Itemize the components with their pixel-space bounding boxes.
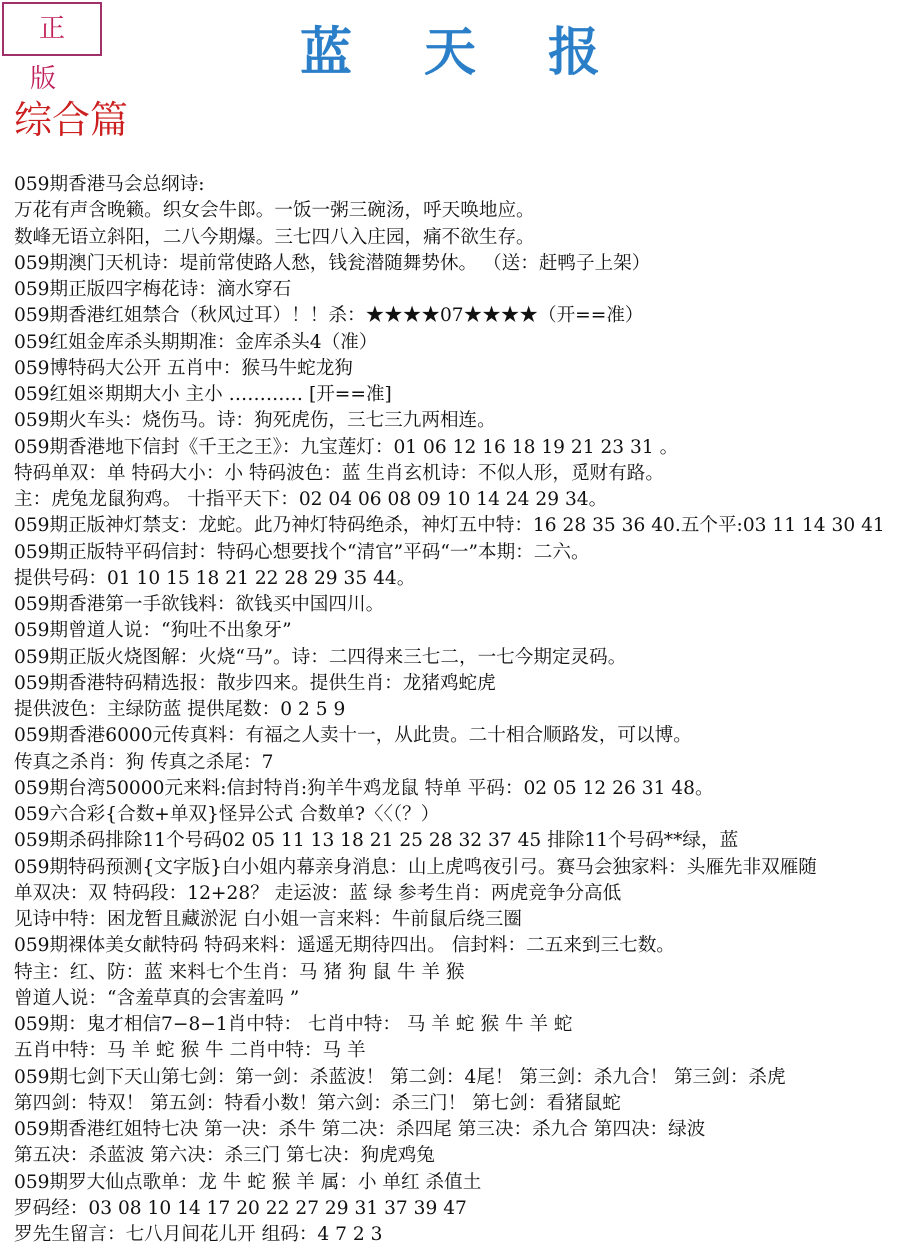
text-line: 单双决：双 特码段：12+28？ 走运波：蓝 绿 参考生肖：两虎竞争分高低	[14, 882, 622, 904]
text-line: 059期香港第一手欲钱料：欲钱买中国四川。	[14, 594, 385, 615]
text-line: 059期曾道人说：“狗吐不出象牙”	[14, 620, 292, 642]
text-line: 059期：鬼才相信7−8−1肖中特： 七肖中特： 马 羊 蛇 猴 牛 羊 蛇	[14, 1014, 573, 1035]
page-title: 蓝天报	[299, 22, 672, 83]
text-line: 主：虎兔龙鼠狗鸡。 十指平天下：02 04 06 08 09 10 14 24 29 34。	[14, 489, 608, 510]
text-line: 059期正版四字梅花诗：滴水穿石	[14, 279, 292, 300]
text-line: 059期正版火烧图解：火烧“马”。诗：二四得来三七二，一七今期定灵码。	[14, 646, 627, 668]
section-heading: 综合篇	[14, 98, 129, 142]
text-line: 059期正版神灯禁支：龙蛇。此乃神灯特码绝杀，神灯五中特：16 28 35 36 40.五个平:03 11 14 30 41	[14, 515, 885, 537]
text-line: 第五决：杀蓝波 第六决：杀三门 第七决：狗虎鸡兔	[14, 1145, 435, 1167]
text-line: 特码单双：单 特码大小：小 特码波色：蓝 生肖玄机诗：不似人形，觅财有路。	[14, 462, 664, 484]
text-line: 059红姐※期期大小 主小 ………… [开==准]	[14, 384, 392, 405]
text-line: 059期罗大仙点歌单：龙 牛 蛇 猴 羊 属：小 单红 杀值土	[14, 1171, 482, 1193]
content-body	[14, 172, 898, 1248]
edition-badge: 正版	[2, 2, 102, 56]
text-line: 曾道人说：“含羞草真的会害羞吗 ”	[14, 987, 300, 1009]
text-line: 059六合彩{合数+单双}怪异公式 合数单?〈〈（？）	[14, 804, 440, 825]
text-line: 提供波色：主绿防蓝 提供尾数：0 2 5 9	[14, 699, 346, 720]
text-line: 罗码经：03 08 10 14 17 20 22 27 29 31 37 39 47	[14, 1197, 467, 1219]
text-line: 见诗中特：困龙暂且藏淤泥 白小姐一言来料：牛前鼠后绕三圈	[14, 909, 522, 930]
text-line: 第四剑：特双！ 第五剑：特看小数！第六剑：杀三门！ 第七剑：看猪鼠蛇	[14, 1092, 621, 1114]
text-line: 特主：红、防：蓝 来料七个生肖：马 猪 狗 鼠 牛 羊 猴	[14, 961, 465, 983]
text-line: 059期香港特码精选报：散步四来。提供生肖：龙猪鸡蛇虎	[14, 672, 496, 694]
text-line: 059期正版特平码信封：特码心想要找个“清官”平码“一”本期：二六。	[14, 541, 590, 563]
text-line: 罗先生留言：七八月间花儿开 组码：4 7 2 3	[14, 1224, 383, 1245]
text-line: 059博特码大公开 五肖中：猴马牛蛇龙狗	[14, 357, 353, 379]
text-line: 万花有声含晚籁。织女会牛郎。一饭一粥三碗汤，呼天唤地应。	[14, 200, 535, 222]
text-line: 059期火车头：烧伤马。诗：狗死虎伤，三七三九两相连。	[14, 410, 496, 432]
text-line: 059期香港红姐特七决 第一决：杀牛 第二决：杀四尾 第三决：杀九合 第四决：绿波	[14, 1119, 706, 1140]
text-line: 059期香港马会总纲诗:	[14, 174, 205, 195]
text-line: 提供号码：01 10 15 18 21 22 28 29 35 44。	[14, 567, 416, 589]
text-line: 传真之杀肖：狗 传真之杀尾：7	[14, 751, 274, 773]
text-line: 059期七剑下天山第七剑：第一剑：杀蓝波！ 第二剑：4尾！ 第三剑：杀九合！ 第三剑：杀虎	[14, 1066, 786, 1088]
text-line: 059期特码预测{文字版}白小姐内幕亲身消息：山上虎鸣夜引弓。赛马会独家料：头雁先非双雁随	[14, 856, 817, 878]
text-line: 059期香港地下信封《千王之王》：九宝莲灯：01 06 12 16 18 19 21 23 31 。	[14, 436, 679, 458]
text-line: 059期香港红姐禁合（秋风过耳）！！杀：★★★★07★★★★（开==准）	[14, 305, 644, 327]
text-line: 059期杀码排除11个号码02 05 11 13 18 21 25 28 32 37 45 排除11个号码**绿，蓝	[14, 830, 739, 852]
text-line: 059红姐金库杀头期期准：金库杀头4（准）	[14, 331, 378, 353]
text-line: 五肖中特：马 羊 蛇 猴 牛 二肖中特：马 羊	[14, 1040, 366, 1062]
text-line: 059期台湾50000元来料:信封特肖:狗羊牛鸡龙鼠 特单 平码：02 05 12 26 31 48。	[14, 777, 714, 799]
text-line: 059期裸体美女献特码 特码来料：遥遥无期待四出。 信封料：二五来到三七数。	[14, 935, 675, 957]
text-line: 059期香港6000元传真料：有福之人卖十一，从此贵。二十相合顺路发，可以博。	[14, 725, 692, 747]
text-line: 059期澳门天机诗：堤前常使路人愁，钱瓮潜随舞势休。 （送：赶鸭子上架）	[14, 252, 651, 274]
text-line: 数峰无语立斜阳，二八今期爆。三七四八入庄园，痛不欲生存。	[14, 226, 535, 248]
